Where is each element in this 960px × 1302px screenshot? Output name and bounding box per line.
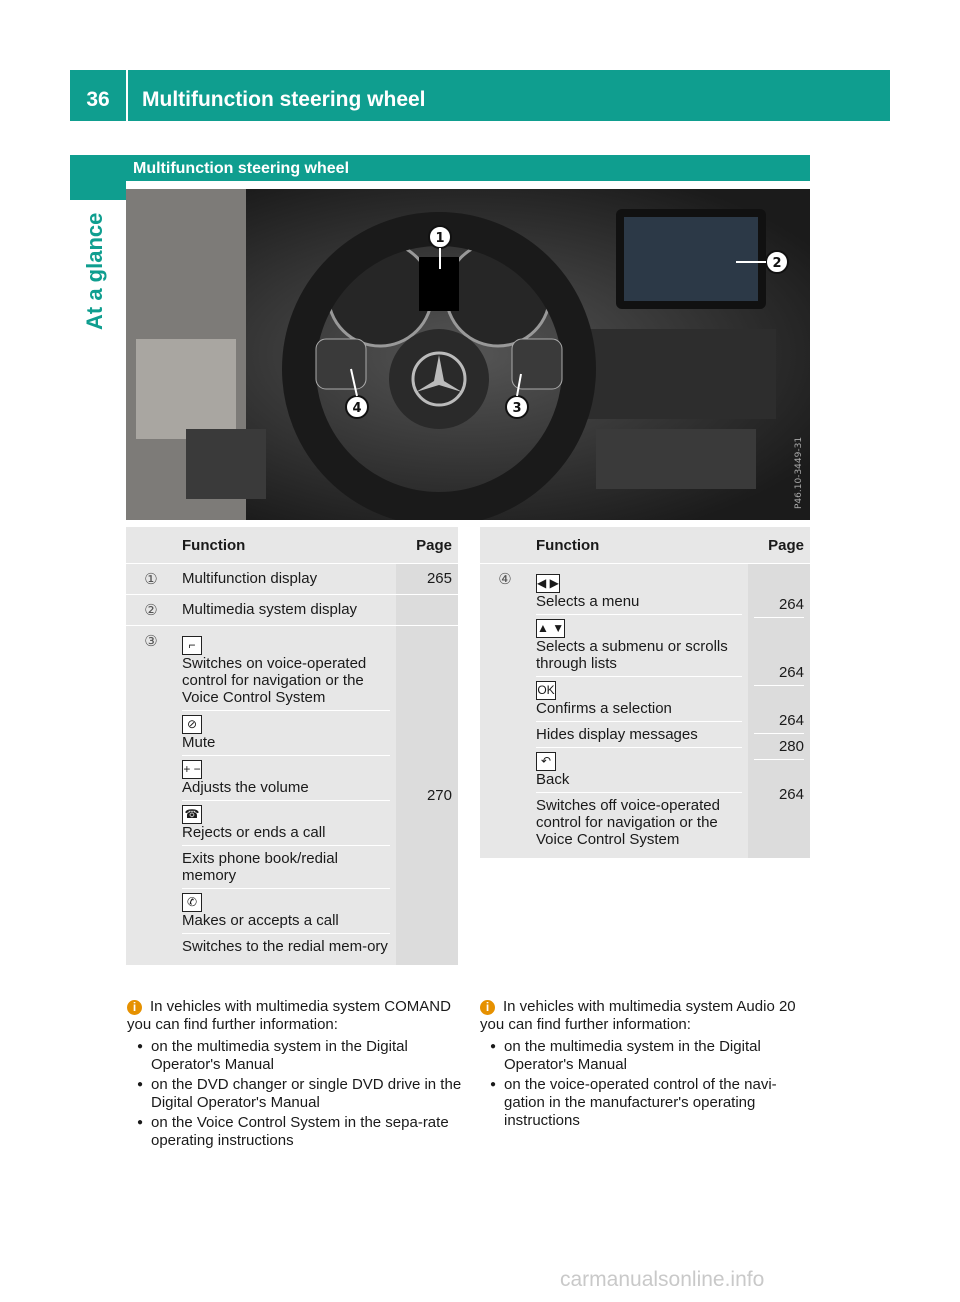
list-item: ● on the multimedia system in the Digital Operator's Manual — [141, 1038, 462, 1074]
svg-text:2: 2 — [772, 256, 782, 271]
volume-icon: + − — [182, 760, 202, 779]
table-row: ④ ◀ ▶ Selects a menu ▲ ▼ Selects a submenu or scrolls through lists OK Confirms a selection Hides display messages ↶ Back Switches off voice-operated control for navigation or the Voice Control System 264 264 264 280 264 — [480, 564, 810, 859]
col-page: Page — [748, 527, 810, 564]
mute-icon: ⊘ — [182, 715, 202, 734]
section-title: Multifunction steering wheel — [133, 160, 350, 177]
table-row: ① Multifunction display 265 — [126, 564, 458, 595]
svg-text:3: 3 — [512, 401, 522, 416]
function-table-right — [480, 527, 810, 858]
side-label: At a glance — [82, 212, 107, 330]
back-icon: ↶ — [536, 752, 556, 771]
col-function: Function — [530, 527, 748, 564]
watermark: carmanualsonline.info — [560, 1268, 765, 1291]
list-item: ● on the voice-operated control of the navi-gation in the manufacturer's operating instructions — [494, 1076, 815, 1130]
photo-code: P46.10-3449-31 — [794, 436, 804, 509]
table-row: ② Multimedia system display — [126, 595, 458, 626]
page-title: Multifunction steering wheel — [142, 88, 426, 111]
info-icon: i — [480, 1000, 495, 1015]
svg-text:1: 1 — [435, 231, 445, 246]
up-down-arrow-icon: ▲ ▼ — [536, 619, 565, 638]
function-table-left — [126, 527, 458, 965]
table-row: ③ ⌐ Switches on voice-operated control for navigation or the Voice Control System ⊘ Mute + − Adjusts the volume ☎ Rejects or ends a call Exits phone book/redial memory ✆ Makes or accepts a call Switches to the redial mem-ory 270 — [126, 626, 458, 966]
col-function: Function — [176, 527, 396, 564]
ok-icon: OK — [536, 681, 556, 700]
page-number: 36 — [86, 88, 110, 111]
info-note-left: i In vehicles with multimedia system COMAND you can find further information: ● on the multimedia system in the Digital Operator's Manual ● on the DVD changer or single DVD drive in the Digital Operator's Manual ● on the Voice Control System in the sepa-rate operating instructions — [127, 998, 462, 1152]
info-icon: i — [127, 1000, 142, 1015]
accept-call-icon: ✆ — [182, 893, 202, 912]
side-tab — [70, 155, 126, 200]
info-note-right: i In vehicles with multimedia system Audio 20 you can find further information: ● on the multimedia system in the Digital Operator's Manual ● on the voice-operated control of the navi-gation in the manufacturer's operating instructions — [480, 998, 815, 1132]
header-separator — [126, 70, 128, 121]
col-page: Page — [396, 527, 458, 564]
end-call-icon: ☎ — [182, 805, 202, 824]
steering-wheel-photo — [126, 189, 810, 520]
list-item: ● on the DVD changer or single DVD drive in the Digital Operator's Manual — [141, 1076, 462, 1112]
svg-text:4: 4 — [352, 401, 362, 416]
list-item: ● on the multimedia system in the Digital Operator's Manual — [494, 1038, 815, 1074]
left-right-arrow-icon: ◀ ▶ — [536, 574, 560, 593]
voice-control-icon: ⌐ — [182, 636, 202, 655]
list-item: ● on the Voice Control System in the sepa-rate operating instructions — [141, 1114, 462, 1150]
